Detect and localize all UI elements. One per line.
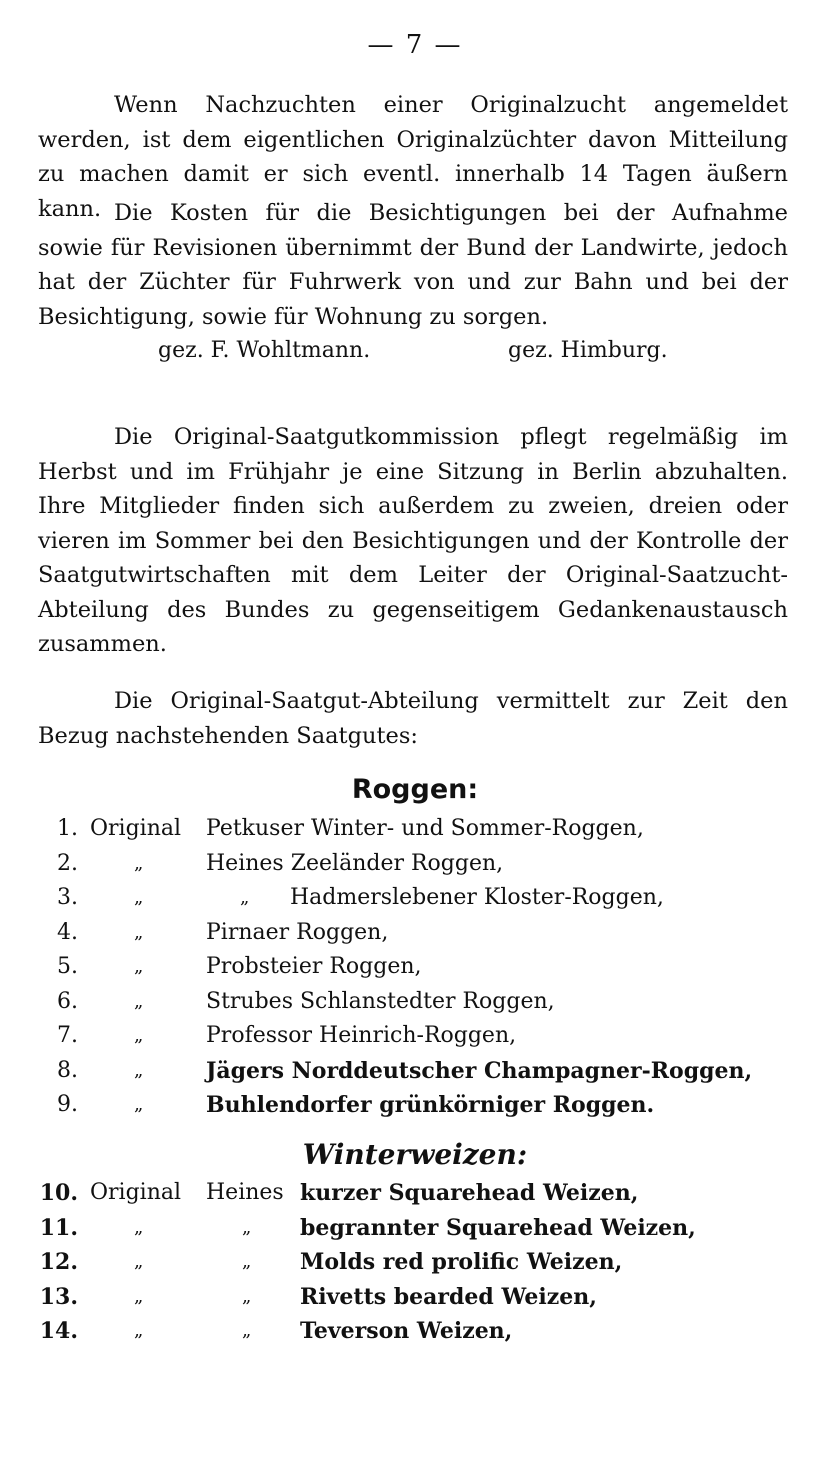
item-origin: Original xyxy=(90,1180,182,1205)
item-number: 11. xyxy=(39,1214,78,1241)
ditto-mark: „ xyxy=(134,956,144,977)
ditto-mark: „ xyxy=(134,1216,144,1238)
ditto-mark: „ xyxy=(134,852,144,874)
item-name: Strubes Schlanstedter Roggen, xyxy=(206,988,555,1014)
ditto-mark: „ xyxy=(134,1251,144,1272)
ditto-mark: „ xyxy=(134,1059,144,1081)
list-item xyxy=(0,847,830,882)
paragraph-kosten xyxy=(38,196,788,334)
ditto-mark: „ xyxy=(134,1025,144,1046)
item-number: 9. xyxy=(57,1092,78,1117)
ditto-mark: „ xyxy=(242,1285,252,1307)
ditto-mark: „ xyxy=(134,887,144,908)
paragraph-text: Wenn Nachzuchten einer Originalzucht angemeldet werden, ist dem eigentlichen Originalzüchter davon Mitteilung zu machen damit er sich eventl. innerhalb 14 Tagen äußern kann. xyxy=(38,92,788,222)
item-name: Teverson Weizen, xyxy=(300,1318,513,1344)
list-item xyxy=(0,1314,830,1349)
item-name: Heines Zeeländer Roggen, xyxy=(206,850,504,876)
list-item xyxy=(0,1176,830,1211)
list-item xyxy=(0,985,830,1020)
item-number: 12. xyxy=(39,1249,78,1275)
ditto-mark: „ xyxy=(242,1216,252,1238)
item-number: 10. xyxy=(39,1180,78,1206)
ditto-mark: „ xyxy=(134,1285,144,1307)
item-breeder: Heines xyxy=(206,1180,284,1205)
item-name: Molds red prolific Weizen, xyxy=(300,1249,623,1275)
item-number: 6. xyxy=(57,988,78,1014)
ditto-mark: „ xyxy=(134,921,144,943)
page-number: — 7 — xyxy=(367,30,463,60)
item-number: 14. xyxy=(39,1318,78,1344)
list-item xyxy=(0,916,830,951)
section-heading-roggen: Roggen: xyxy=(351,774,479,805)
item-number: 8. xyxy=(57,1057,78,1083)
signatures xyxy=(0,338,830,374)
list-item xyxy=(0,950,830,985)
paragraph-text: Die Original-Saatgut-Abteilung vermittelt zur Zeit den Bezug nachstehenden Saatgutes: xyxy=(38,688,788,749)
item-name: Petkuser Winter- und Sommer-Roggen, xyxy=(206,816,644,841)
section-heading-winterweizen: Winterweizen: xyxy=(302,1138,528,1171)
ditto-mark: „ xyxy=(242,1251,252,1272)
roggen-list xyxy=(0,812,830,1123)
paragraph-text: Die Original-Saatgutkommission pflegt regelmäßig im Herbst und im Frühjahr je eine Sitzung in Berlin abzuhalten. Ihre Mitglieder finden sich außerdem zu zweien, dreien oder vieren im Sommer bei den Besichtigungen und der Kontrolle der Saatgutwirtschaften mit dem Leiter der Original-Saatzucht-Abteilung des Bundes zu gegenseitigem Gedankenaustausch zusammen. xyxy=(38,424,788,657)
item-number: 3. xyxy=(57,885,78,910)
item-number: 1. xyxy=(57,816,78,841)
ditto-mark: „ xyxy=(242,1320,252,1341)
item-number: 4. xyxy=(57,919,78,945)
item-name: begrannter Squarehead Weizen, xyxy=(300,1214,696,1241)
item-name: Hadmerslebener Kloster-Roggen, xyxy=(290,885,664,910)
list-item xyxy=(0,1280,830,1315)
list-item xyxy=(0,1245,830,1280)
ditto-mark: „ xyxy=(134,990,144,1012)
list-item xyxy=(0,812,830,847)
ditto-mark: „ xyxy=(240,887,250,908)
item-name: Probsteier Roggen, xyxy=(206,954,422,979)
item-origin: Original xyxy=(90,816,182,841)
list-item xyxy=(0,1088,830,1123)
item-name: Buhlendorfer grünkörniger Roggen. xyxy=(206,1092,655,1118)
item-number: 7. xyxy=(57,1023,78,1048)
ditto-mark: „ xyxy=(134,1320,144,1341)
item-number: 5. xyxy=(57,954,78,979)
item-name: Pirnaer Roggen, xyxy=(206,919,389,945)
paragraph-text: Die Kosten für die Besichtigungen bei der Aufnahme sowie für Revisionen übernimmt der Bund der Landwirte, jedoch hat der Züchter für Fuhrwerk von und zur Bahn und bei der Besichtigung, sowie für Wohnung zu sorgen. xyxy=(38,200,788,330)
signature-himburg: gez. Himburg. xyxy=(508,338,668,363)
signature-wohltmann: gez. F. Wohltmann. xyxy=(158,338,371,363)
item-number: 13. xyxy=(39,1283,78,1310)
paragraph-kommission xyxy=(38,420,788,662)
item-number: 2. xyxy=(57,850,78,876)
item-name: Rivetts bearded Weizen, xyxy=(300,1283,597,1310)
list-item xyxy=(0,1054,830,1089)
list-item xyxy=(0,1019,830,1054)
paragraph-saatgut-abteilung xyxy=(38,684,788,753)
winterweizen-list xyxy=(0,1176,830,1349)
item-name: Jägers Norddeutscher Champagner-Roggen, xyxy=(206,1057,753,1084)
ditto-mark: „ xyxy=(134,1094,144,1115)
item-name: kurzer Squarehead Weizen, xyxy=(300,1180,639,1206)
list-item xyxy=(0,881,830,916)
item-name: Professor Heinrich-Roggen, xyxy=(206,1023,517,1048)
list-item xyxy=(0,1211,830,1246)
